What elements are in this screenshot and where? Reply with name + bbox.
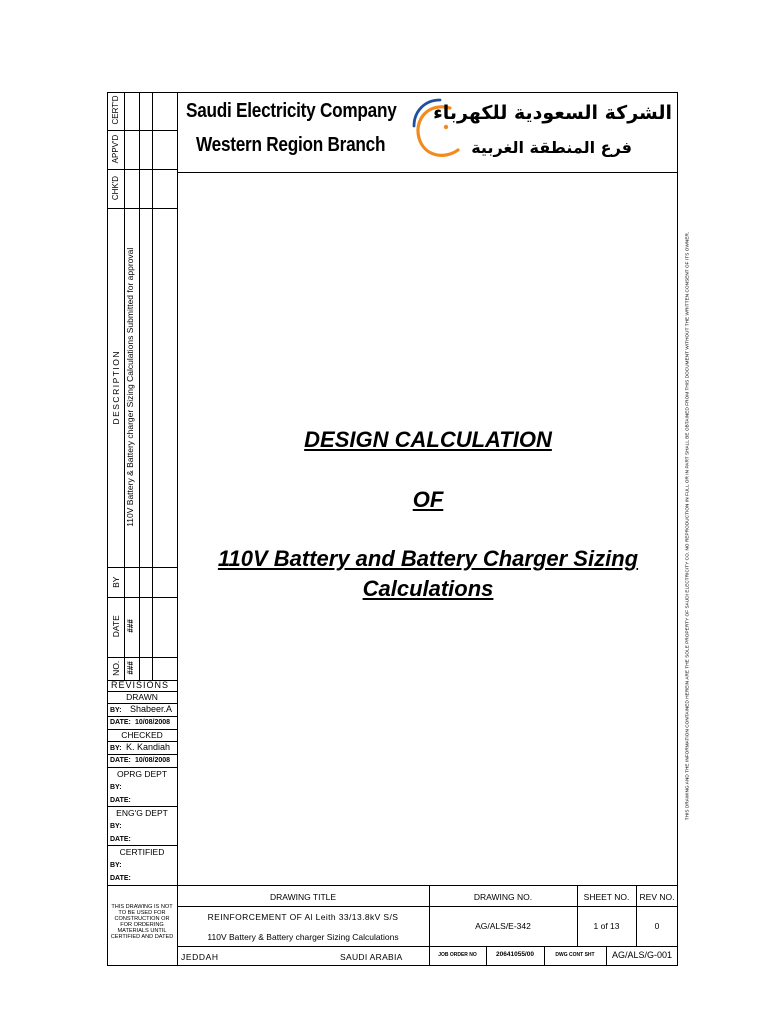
checked-date-label: DATE: bbox=[110, 757, 131, 764]
drawn-by: Shabeer.A bbox=[130, 704, 173, 714]
title-block-divider bbox=[107, 885, 678, 886]
revision-description: 110V Battery & Battery charger Sizing Calculations Submitted for approval bbox=[124, 247, 135, 527]
sheet-no: 1 of 13 bbox=[593, 921, 620, 931]
by-heading: BY bbox=[110, 576, 121, 588]
engg-by-label: BY: bbox=[110, 823, 122, 830]
certified-date-label: DATE: bbox=[110, 875, 131, 882]
left-strip-border bbox=[177, 92, 178, 966]
drawing-no: AG/ALS/E-342 bbox=[475, 921, 531, 931]
drawing-title-label: DRAWING TITLE bbox=[269, 892, 337, 902]
certified-label: CERTIFIED bbox=[119, 847, 165, 857]
company-name-ar: الشركة السعودية للكهرباء bbox=[433, 102, 672, 124]
drawing-no-label: DRAWING NO. bbox=[473, 892, 533, 902]
drawn-by-label: BY: bbox=[110, 707, 122, 714]
appvd-heading: APPV'D bbox=[111, 134, 120, 164]
description-heading: DESCRIPTION bbox=[110, 349, 121, 425]
certd-heading: CERT'D bbox=[111, 95, 120, 125]
engg-date-label: DATE: bbox=[110, 836, 131, 843]
drawn-date: 10/08/2008 bbox=[135, 719, 171, 726]
revisions-label: REVISIONS bbox=[111, 680, 170, 690]
dwg-cont-sheet: AG/ALS/G-001 bbox=[611, 950, 673, 960]
title-line-4: Calculations bbox=[362, 576, 494, 601]
checked-date: 10/08/2008 bbox=[135, 757, 171, 764]
chkd-heading: CHK'D bbox=[111, 175, 120, 201]
date-value: ### bbox=[126, 619, 135, 633]
no-value: ### bbox=[126, 661, 135, 675]
oprg-by-label: BY: bbox=[110, 784, 122, 791]
engg-dept-label: ENG'G DEPT bbox=[116, 808, 168, 818]
branch-name-en: Western Region Branch bbox=[196, 134, 386, 156]
sheet-no-label: SHEET NO. bbox=[583, 892, 630, 902]
checked-by: K. Kandiah bbox=[126, 742, 171, 752]
oprg-date-label: DATE: bbox=[110, 797, 131, 804]
date-heading: DATE bbox=[110, 615, 121, 638]
checked-by-label: BY: bbox=[110, 745, 122, 752]
header-divider bbox=[177, 172, 678, 173]
location-country: SAUDI ARABIA bbox=[340, 952, 403, 962]
drawing-title-line-2: 110V Battery & Battery charger Sizing Calculations bbox=[207, 932, 399, 942]
dwg-cont-label: DWG CONT SHT bbox=[555, 952, 595, 958]
checked-label: CHECKED bbox=[121, 730, 163, 740]
title-line-1: DESIGN CALCULATION bbox=[304, 427, 552, 452]
drawing-title-line-1: REINFORCEMENT OF Al Leith 33/13.8kV S/S bbox=[207, 912, 399, 922]
no-heading: NO. bbox=[110, 660, 121, 676]
rev-no: 0 bbox=[654, 921, 660, 931]
drawn-date-label: DATE: bbox=[110, 719, 131, 726]
outer-frame bbox=[107, 92, 678, 966]
rev-no-label: REV NO. bbox=[639, 892, 675, 902]
drawn-label: DRAWN bbox=[126, 692, 158, 702]
oprg-dept-label: OPRG DEPT bbox=[116, 769, 168, 779]
title-line-2: OF bbox=[412, 487, 444, 512]
job-order-no: 20641055/00 bbox=[496, 951, 534, 958]
title-line-3: 110V Battery and Battery Charger Sizing bbox=[217, 546, 639, 571]
location-city: JEDDAH bbox=[181, 952, 219, 962]
ownership-notice: THIS DRAWING AND THE INFORMATION CONTAINED HEREIN ARE THE SOLE PROPERTY OF SAUDI ELECTRICITY CO. NO REPRODUCTION IN FULL OR IN PART SHALL BE OBTAINED FROM THIS DOCUMENT WITHOUT THE WRITTEN CONSENT OF ITS OWNER. bbox=[684, 231, 690, 821]
branch-name-ar: فرع المنطقة الغربية bbox=[471, 138, 632, 157]
company-name-en: Saudi Electricity Company bbox=[186, 100, 397, 122]
certified-by-label: BY: bbox=[110, 862, 122, 869]
job-order-label: JOB ORDER NO bbox=[438, 952, 477, 958]
